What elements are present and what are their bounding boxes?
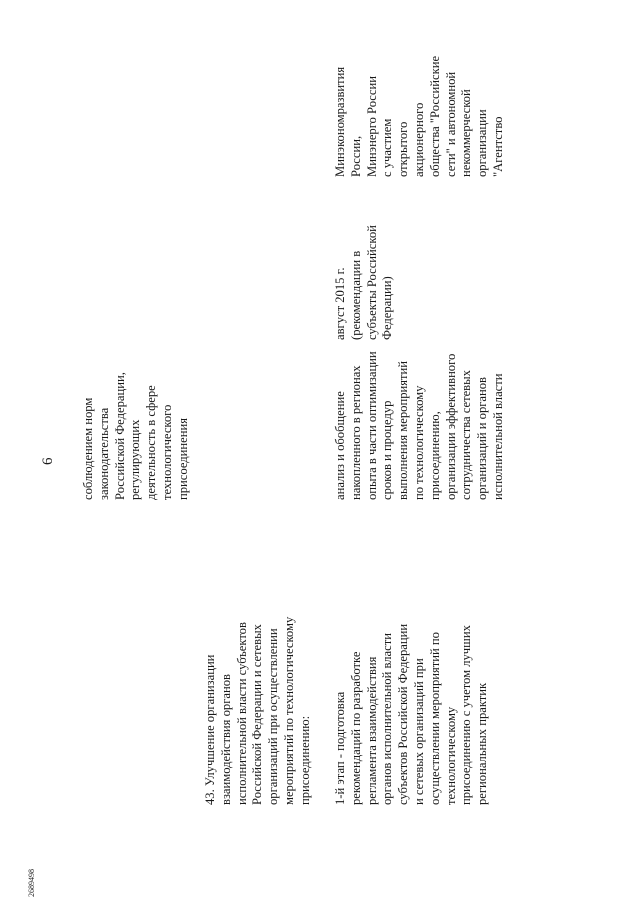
- responsible-executors-text: Минэкономразвития России, Минэнерго России с участием открытого акционерного общества "Российские сети" и автономной некоммерческой организации "Агентство: [333, 55, 505, 177]
- page-number: 6: [40, 457, 56, 465]
- previous-result-continuation: соблюдением норм законодательства Российской Федерации, регулирующих деятельность в сфере технологического присоединения: [81, 372, 190, 500]
- measure-43-title: 43. Улучшение организации взаимодействия органов исполнительной власти субъектов Российской Федерации и сетевых организаций при осуществлении мероприятий по технологическому присоединению:: [203, 616, 312, 805]
- stage-1-description: 1-й этап - подготовка рекомендаций по разработке регламента взаимодействия органов исполнительной власти субъектов Российской Федерации и сетевых организаций при осуществлении мероприятий по технологическому присоединению с учетом лучших региональных практик: [333, 623, 490, 805]
- document-id: 2689498: [27, 869, 36, 897]
- deadline-text: август 2015 г. (рекомендации в субъекты Российской Федерации): [333, 225, 395, 340]
- expected-result-text: анализ и обобщение накопленного в регионах опыта в части оптимизации сроков и процедур выполнения мероприятий по технологическому присоединению, организации эффективного сотрудничества сетевых организаций и органов исполнительной власти: [333, 351, 505, 500]
